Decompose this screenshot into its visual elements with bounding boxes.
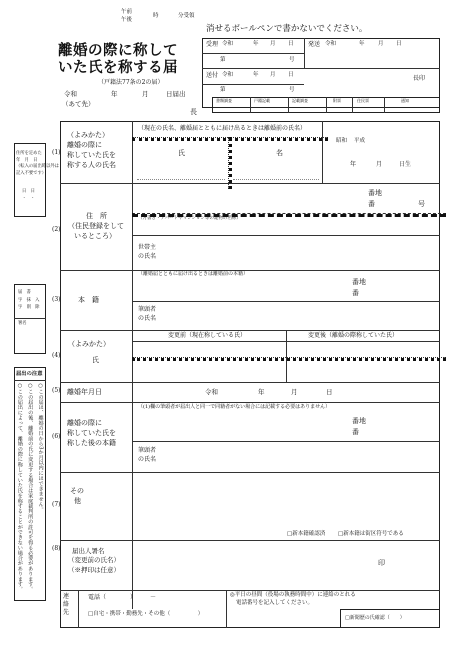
office-year-2: 年: [359, 41, 365, 47]
side-box-1-text: 住所を定めた 年 月 日 （転入の届出時以外は 記入不要です）: [16, 151, 59, 176]
pm-label: 午後: [121, 17, 133, 23]
s7-other-field[interactable]: [136, 476, 436, 526]
office-day-2: 日: [396, 41, 402, 47]
office-received: 受理: [206, 41, 219, 48]
s5-era: 令和: [205, 388, 218, 396]
s2-building-note: （方書き・アパートやマンション等の建物の名称）: [138, 216, 241, 221]
contact-phone-label: 電話（ ）: [88, 594, 137, 601]
s4-before-reading-field[interactable]: [136, 344, 282, 355]
s2-go: 号: [418, 200, 425, 208]
note-item: ○この届出によって、離婚の際に称していた氏を称することができない場合があります。: [16, 383, 23, 592]
s7-option-block-code[interactable]: □新本籍は街区符号である: [338, 531, 404, 537]
office-month-1: 月: [270, 41, 276, 47]
s5-label: 離婚年月日: [67, 388, 102, 396]
contact-note-1: ◎平日の昼間（役場の執務時間中）に連絡のとれる: [230, 592, 356, 598]
s3-ban: 番: [352, 289, 359, 297]
s3-head-label: 筆頭者 の氏名: [138, 306, 157, 322]
am-label: 午前: [121, 9, 133, 15]
section-number: (8): [52, 545, 61, 552]
office-era-3: 令和: [222, 72, 234, 78]
side-box-2-text: 届 書 字 抹 入 字 削 除: [18, 290, 40, 311]
s3-domicile-field[interactable]: [138, 281, 344, 299]
check-label: 戸籍記載: [254, 98, 270, 103]
s6-domicile-field[interactable]: [138, 416, 344, 436]
s1-month: 月: [376, 161, 383, 168]
s1-era-heisei: 平成: [354, 138, 366, 144]
s2-address-field[interactable]: [138, 190, 360, 210]
s7-option-new-domicile[interactable]: □新本籍確認済: [287, 531, 326, 537]
office-era-2: 令和: [325, 41, 337, 47]
s5-day: 日: [326, 388, 333, 396]
check-label: 住民票: [357, 98, 369, 103]
s4-after-label: 変更後（離婚の際称していた氏）: [308, 332, 399, 339]
law-reference: （戸籍法77条の2の届）: [98, 79, 164, 86]
office-go-2: 号: [289, 87, 295, 93]
s4-before-field[interactable]: [136, 360, 282, 380]
check-label: 通知: [401, 98, 409, 103]
form-title-line1: 離婚の際に称して: [58, 43, 178, 59]
notes-title: 届出の注意: [16, 371, 43, 377]
check-label: 附票: [333, 98, 341, 103]
s1-given-label: 名: [276, 149, 283, 157]
s1-day: 日生: [399, 161, 412, 168]
s2-head-label: 世帯主 の氏名: [138, 244, 157, 260]
s6-head-field[interactable]: [175, 447, 425, 467]
s3-label: 本 籍: [78, 296, 99, 304]
s2-label: 住 所 （住民登録をして いるところ）: [68, 212, 124, 241]
office-year-3: 年: [253, 72, 259, 78]
s8-seal-mark: 印: [378, 559, 385, 567]
s5-year: 年: [258, 388, 265, 396]
minute-label: 分受領: [178, 13, 195, 19]
s1-given-field[interactable]: [233, 162, 319, 180]
s6-ban: 番: [352, 428, 359, 436]
section-number: (4): [52, 352, 61, 359]
section-number: (6): [52, 433, 61, 440]
s1-label: （よみかた） 離婚の際に 称していた氏を 称する人の氏名: [67, 131, 116, 170]
section-number: (3): [52, 296, 61, 303]
office-era-1: 令和: [222, 41, 234, 47]
note-item: ○この届出の後、離婚前の氏に変更する場合は家庭裁判所の許可を得る必要があります。: [27, 383, 34, 592]
s6-head-label: 筆頭者 の氏名: [138, 447, 157, 463]
s3-banchi: 番地: [352, 278, 366, 286]
office-number-1: 第: [220, 57, 226, 63]
contact-type-options[interactable]: □自宅・携帯・勤務先・その他（ ）: [88, 611, 204, 617]
contact-label: 連 絡 先: [63, 593, 70, 617]
section-number: (7): [52, 501, 61, 508]
contact-dash: －: [150, 594, 157, 601]
s3-note: （離婚届とともに届け出るときは離婚前の本籍）: [138, 271, 249, 277]
contact-phone-field[interactable]: [116, 592, 220, 604]
s1-note: （現在の氏名、離婚届とともに届け出るときは離婚前の氏名）: [138, 125, 307, 132]
check-label: 記載調査: [292, 98, 308, 103]
office-sent: 発送: [308, 41, 321, 48]
pen-notice: 消せるボールペンで書かないでください。: [206, 24, 368, 34]
hour-label: 時: [153, 13, 159, 19]
s1-surname-field[interactable]: [137, 162, 225, 180]
s1-era-showa: 昭和: [336, 138, 348, 144]
section-number: (5): [52, 387, 61, 394]
note-item: ○この届は、離婚の日から3か月以内にはできません。: [37, 383, 44, 512]
office-month-3: 月: [270, 72, 276, 78]
office-day-3: 日: [288, 72, 294, 78]
contact-note-2: 電話番号を記入してください。: [236, 600, 314, 606]
check-label: 書類調査: [216, 98, 232, 103]
s7-label: その 他: [70, 487, 84, 506]
s2-ban: 番: [368, 200, 375, 208]
office-delivered: 送付: [206, 72, 219, 79]
s5-month: 月: [291, 388, 298, 396]
section-number: (2): [52, 226, 61, 233]
s6-banchi: 番地: [352, 417, 366, 425]
office-number-2: 第: [220, 87, 226, 93]
office-day-1: 日: [288, 41, 294, 47]
s1-year: 年: [350, 161, 357, 168]
s8-label: 届出人署名 （変更前の氏名） （※押印は任意）: [68, 547, 120, 574]
office-year-1: 年: [253, 41, 259, 47]
contact-bottom-box-label: □新聞歴の氏確認（ ）: [345, 615, 405, 621]
s4-before-label: 変更前（現在称している氏）: [168, 332, 247, 339]
s2-banchi: 番地: [368, 189, 382, 197]
section-number: (1): [52, 149, 61, 156]
office-month-2: 月: [378, 41, 384, 47]
addressee-label: （あて先）: [62, 100, 95, 108]
side-box-2-foot: 署名: [18, 321, 27, 326]
date-era: 令和: [64, 90, 77, 98]
date-year: 年: [111, 90, 118, 98]
s4-after-reading-field[interactable]: [290, 344, 436, 355]
s1-surname-label: 氏: [178, 149, 185, 157]
s4-label: （よみかた） 氏: [68, 340, 110, 365]
office-chief-seal: 長印: [413, 75, 426, 82]
side-box-1-foot: 日 日 ・ ・: [22, 189, 35, 201]
date-month: 月: [142, 90, 149, 98]
s2-head-field[interactable]: [175, 244, 425, 264]
s6-note: （(1)欄の筆頭者が届出人と同一で同籍者がない場合には記載する必要はありません）: [138, 404, 331, 410]
notes-list: [15, 383, 45, 597]
s3-head-field[interactable]: [175, 306, 425, 326]
s2-building-field[interactable]: [138, 225, 428, 233]
date-day: 日届出: [166, 90, 186, 98]
s4-after-field[interactable]: [290, 360, 436, 380]
addressee-suffix: 長: [190, 108, 197, 116]
form-title-line2: いた氏を称する届: [58, 60, 178, 76]
office-go-1: 号: [289, 57, 295, 63]
s6-label: 離婚の際に 称していた氏を 称した後の本籍: [67, 419, 116, 448]
